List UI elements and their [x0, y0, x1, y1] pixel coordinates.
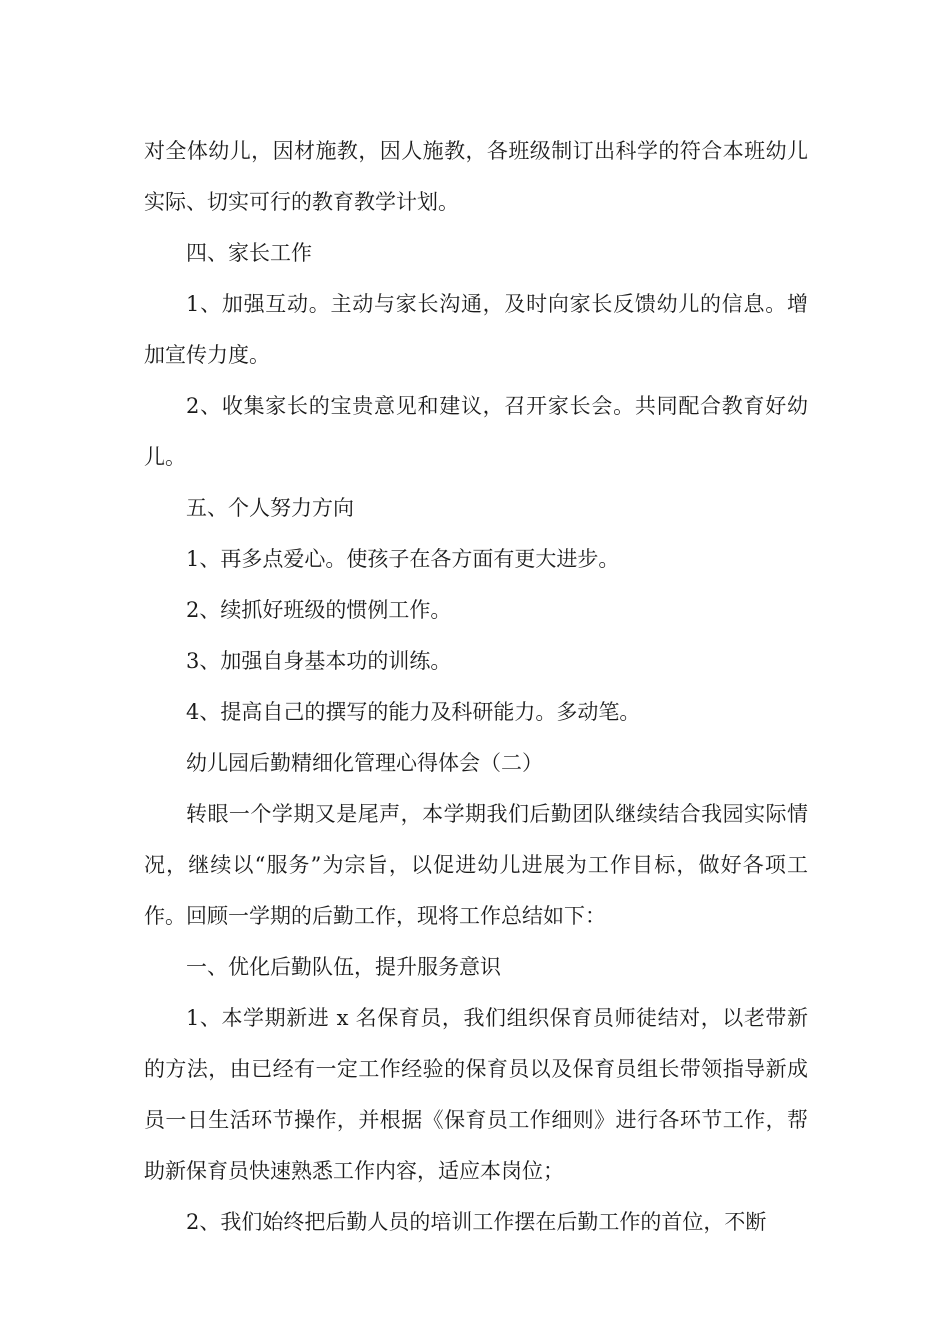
paragraph: 4、提高自己的撰写的能力及科研能力。多动笔。: [186, 700, 641, 724]
document-subtitle: 幼儿园后勤精细化管理心得体会（二）: [186, 751, 543, 775]
paragraph: 2、我们始终把后勤人员的培训工作摆在后勤工作的首位，不断: [186, 1210, 767, 1234]
paragraph: 2、续抓好班级的惯例工作。: [186, 598, 452, 622]
document-body: [144, 126, 808, 1248]
section-heading-personal-direction: 五、个人努力方向: [186, 496, 354, 520]
paragraph: 转眼一个学期又是尾声，本学期我们后勤团队继续结合我园实际情况，继续以“服务”为宗旨，以促进幼儿进展为工作目标，做好各项工作。回顾一学期的后勤工作，现将工作总结如下：: [144, 802, 808, 928]
paragraph: 1、加强互动。主动与家长沟通，及时向家长反馈幼儿的信息。增加宣传力度。: [144, 292, 808, 367]
paragraph: 2、收集家长的宝贵意见和建议，召开家长会。共同配合教育好幼儿。: [144, 394, 808, 469]
paragraph: 对全体幼儿，因材施教，因人施教，各班级制订出科学的符合本班幼儿实际、切实可行的教育教学计划。: [144, 139, 808, 214]
section-heading-logistics-team: 一、优化后勤队伍，提升服务意识: [186, 955, 501, 979]
paragraph: 3、加强自身基本功的训练。: [186, 649, 452, 673]
paragraph: 1、再多点爱心。使孩子在各方面有更大进步。: [186, 547, 620, 571]
paragraph: 1、本学期新进 x 名保育员，我们组织保育员师徒结对，以老带新的方法，由已经有一定工作经验的保育员以及保育员组长带领指导新成员一日生活环节操作，并根据《保育员工作细则》进行各环节工作，帮助新保育员快速熟悉工作内容，适应本岗位；: [144, 1006, 808, 1183]
section-heading-parent-work: 四、家长工作: [186, 241, 312, 265]
